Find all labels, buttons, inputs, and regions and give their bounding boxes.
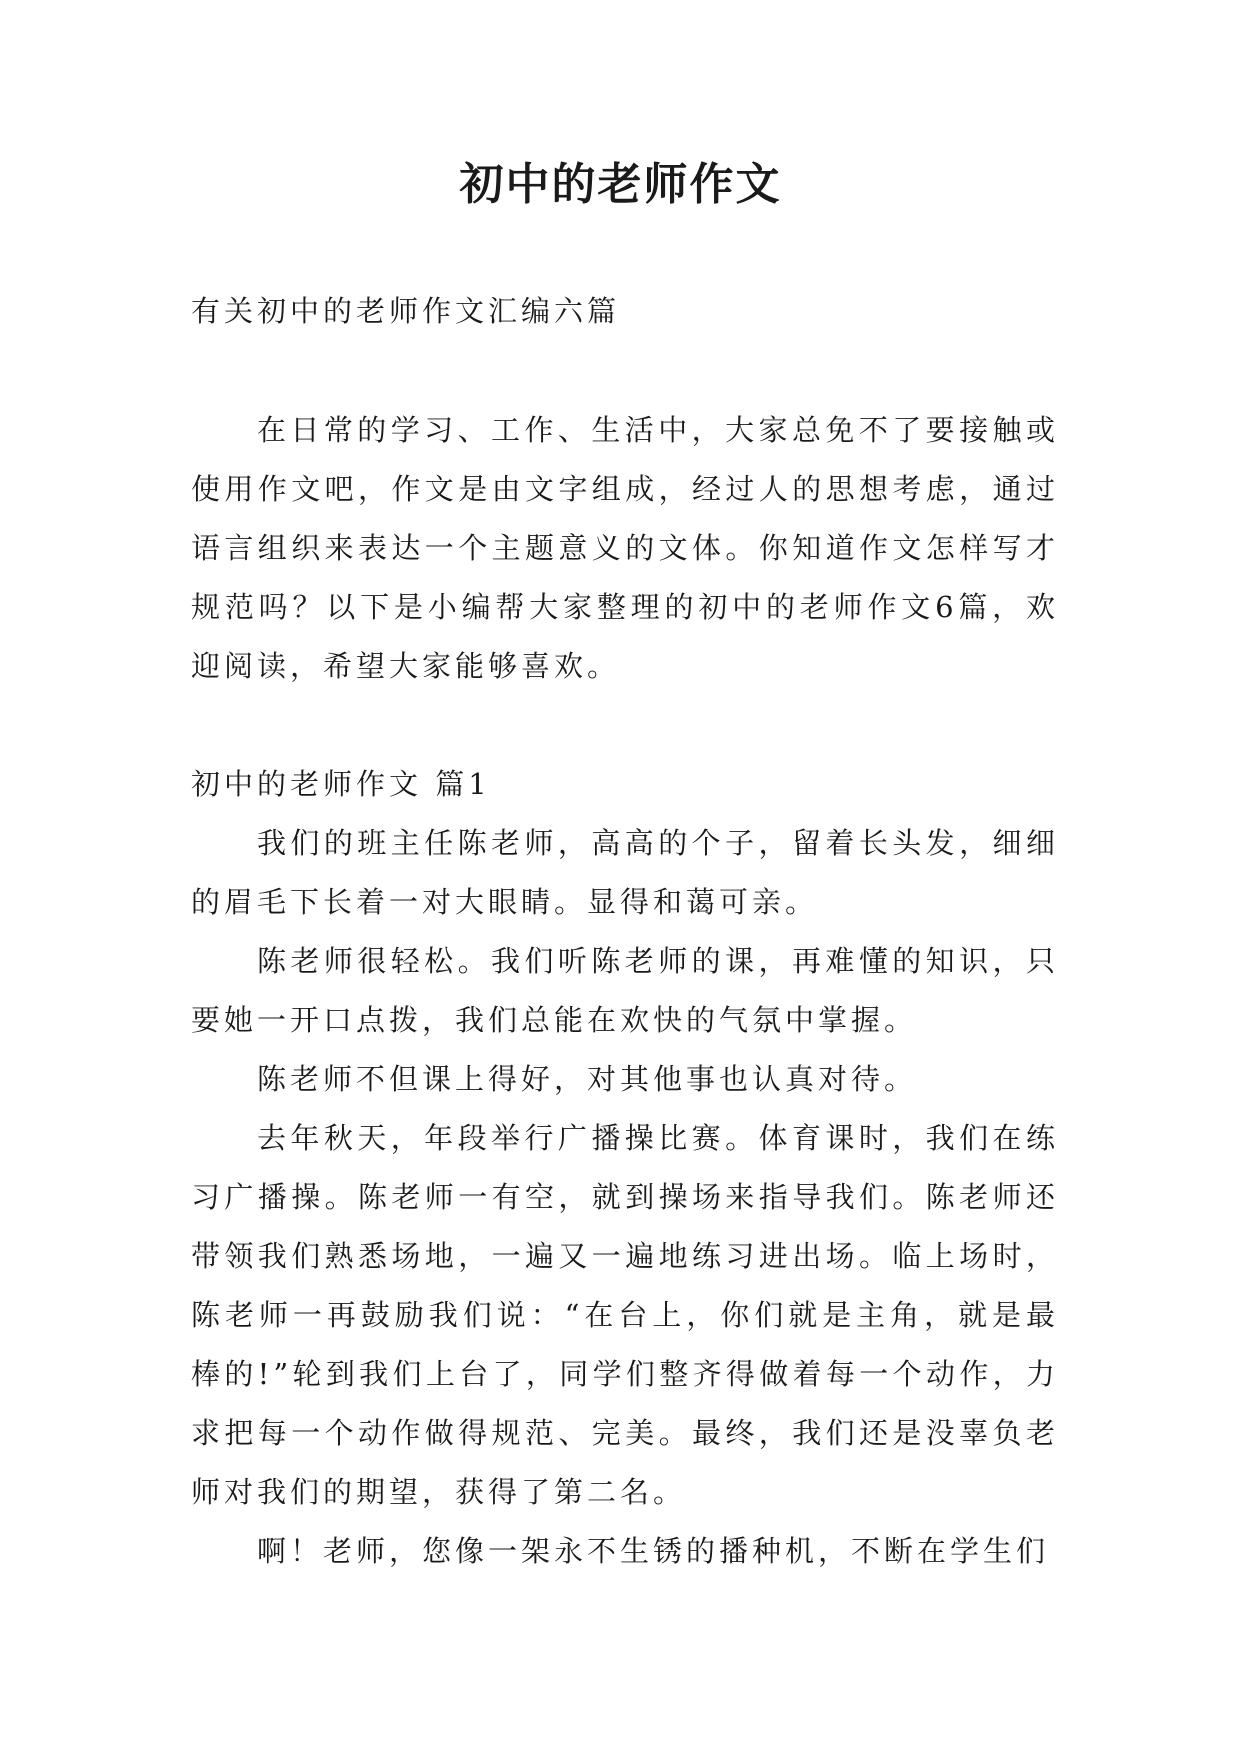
body-paragraph: 我们的班主任陈老师，高高的个子，留着长头发，细细的眉毛下长着一对大眼睛。显得和蔼可亲。 — [191, 826, 1059, 919]
spacer — [191, 696, 1059, 755]
body-paragraph: 啊！老师，您像一架永不生锈的播种机，不断在学生们 — [257, 1534, 1050, 1568]
body-paragraph: 去年秋天，年段举行广播操比赛。体育课时，我们在练习广播操。陈老师一有空，就到操场来指导我们。陈老师还带领我们熟悉场地，一遍又一遍地练习进出场。临上场时，陈老师一再鼓励我们说：“在台上，你们就是主角，就是最棒的!”轮到我们上台了，同学们整齐得做着每一个动作，力求把每一个动作做得规范、完美。最终，我们还是没辜负老师对我们的期望，获得了第二名。 — [191, 1121, 1059, 1509]
document-body — [191, 282, 1059, 1581]
body-paragraph: 陈老师很轻松。我们听陈老师的课，再难懂的知识，只要她一开口点拨，我们总能在欢快的气氛中掌握。 — [191, 944, 1059, 1037]
body-paragraph: 陈老师不但课上得好，对其他事也认真对待。 — [257, 1062, 918, 1096]
intro-paragraph: 在日常的学习、工作、生活中，大家总免不了要接触或使用作文吧，作文是由文字组成，经过人的思想考虑，通过语言组织来表达一个主题意义的文体。你知道作文怎样写才规范吗？以下是小编帮大家整理的初中的老师作文6篇，欢迎阅读，希望大家能够喜欢。 — [191, 413, 1059, 683]
spacer — [191, 341, 1059, 401]
document-title: 初中的老师作文 — [459, 159, 782, 210]
section-heading: 初中的老师作文 篇1 — [191, 767, 491, 801]
document-subtitle: 有关初中的老师作文汇编六篇 — [191, 294, 621, 328]
